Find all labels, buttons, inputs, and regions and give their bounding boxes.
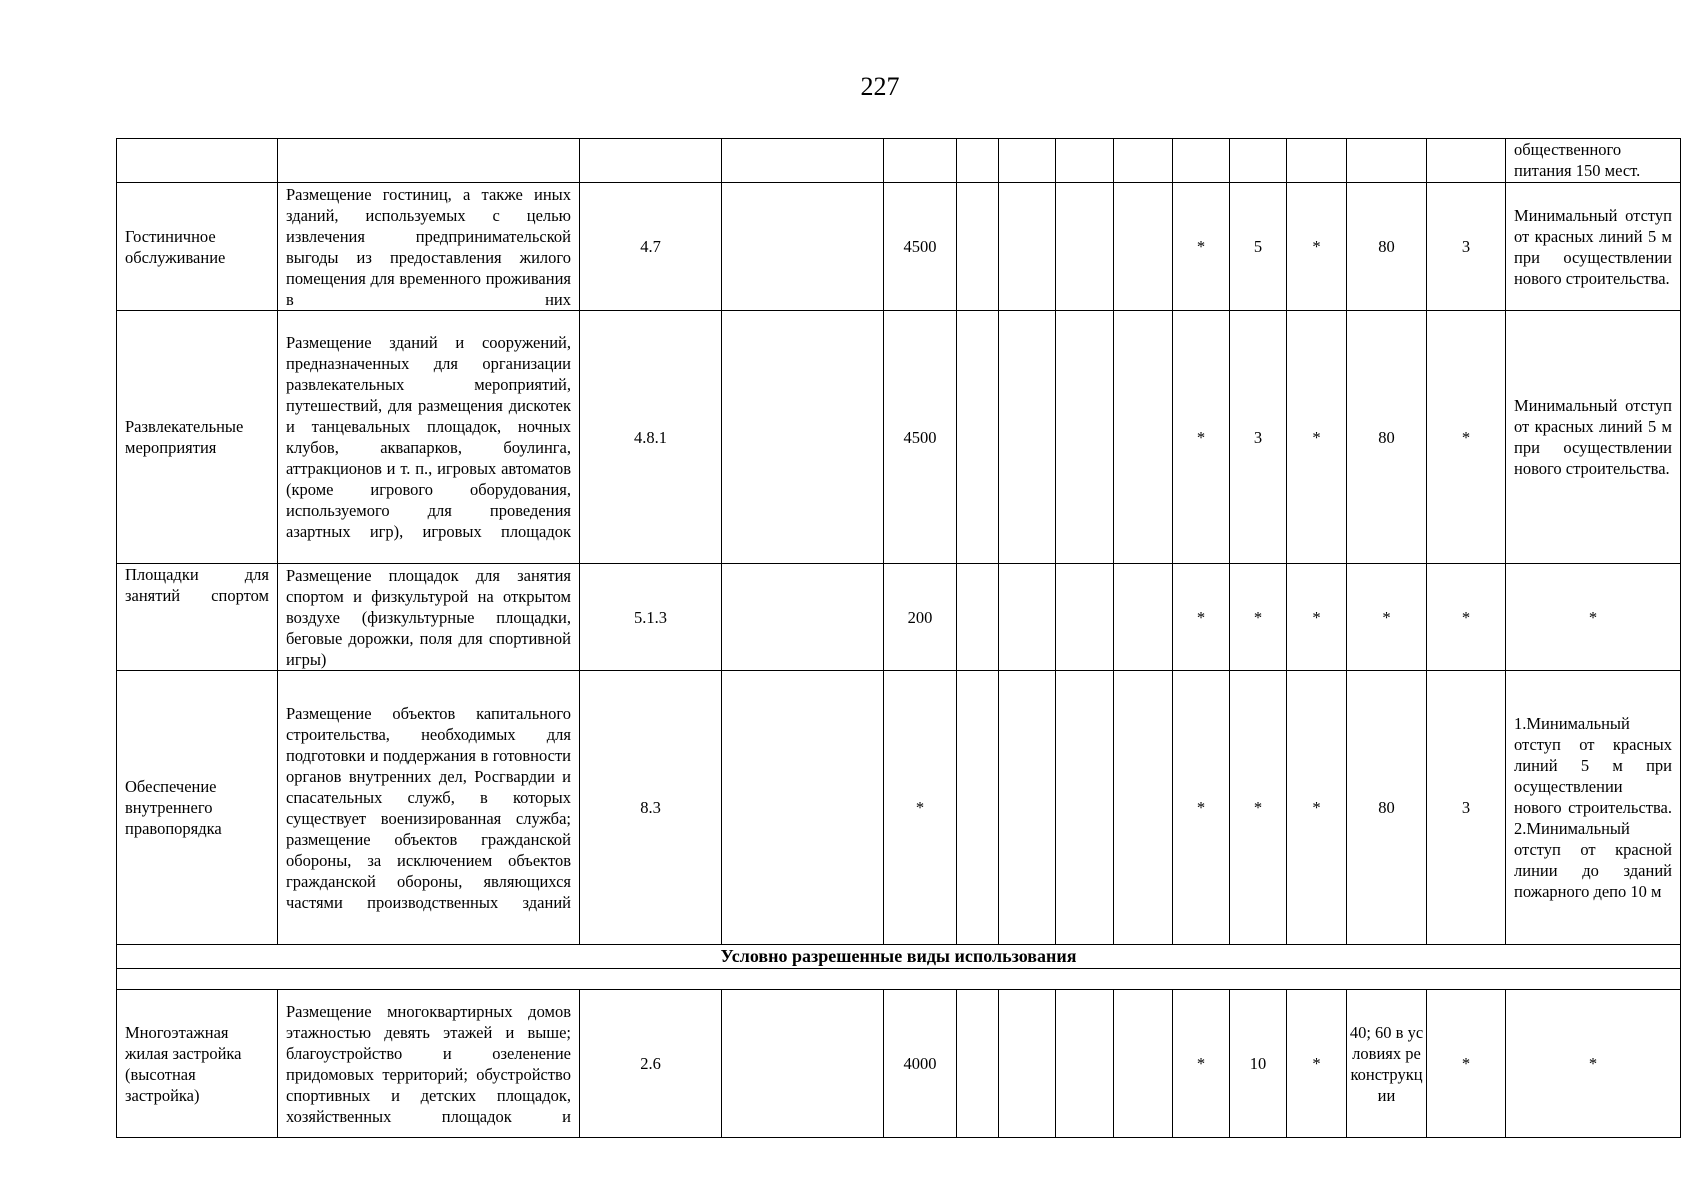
cell-c12: * xyxy=(1287,671,1347,945)
cell-c12: * xyxy=(1287,311,1347,564)
cell-c13: 80 xyxy=(1347,671,1427,945)
cell-area: 4500 xyxy=(884,183,957,311)
cell-c7 xyxy=(999,139,1056,183)
cell-area: 4500 xyxy=(884,311,957,564)
cell-area xyxy=(884,139,957,183)
cell-description: Размещение объектов капитального строительства, необходимых для подготовки и поддержания в готовности органов внутренних дел, Росгвардии и спасательных служб, в которых существует военизированная служба; размещение объектов гражданской обороны, за исключением объектов гражданской обороны, являющихся частями производственных зданий xyxy=(278,671,580,945)
cell-c11: * xyxy=(1230,671,1287,945)
cell-c6 xyxy=(957,139,999,183)
cell-col4 xyxy=(722,311,884,564)
cell-c9 xyxy=(1114,990,1173,1138)
cell-c6 xyxy=(957,311,999,564)
cell-c8 xyxy=(1056,671,1114,945)
cell-c10: * xyxy=(1173,990,1230,1138)
cell-description: Размещение зданий и сооружений, предназначенных для организации развлекательных мероприятий, путешествий, для размещения дискотек и танцевальных площадок, ночных клубов, аквапарков, боулинга, аттракционов и т. п., игровых автоматов (кроме игрового оборудования, используемого для проведения азартных игр), игровых площадок xyxy=(278,311,580,564)
cell-c13: * xyxy=(1347,564,1427,671)
cell-c13: 40; 60 в условиях реконструкции xyxy=(1347,990,1427,1138)
cell-c9 xyxy=(1114,139,1173,183)
cell-c14: * xyxy=(1427,311,1506,564)
cell-c10: * xyxy=(1173,671,1230,945)
cell-description xyxy=(278,139,580,183)
cell-c9 xyxy=(1114,671,1173,945)
cell-description: Размещение многоквартирных домов этажностью девять этажей и выше; благоустройство и озеленение придомовых территорий; обустройство спортивных и детских площадок, хозяйственных площадок и xyxy=(278,990,580,1138)
cell-c6 xyxy=(957,671,999,945)
cell-c12: * xyxy=(1287,564,1347,671)
cell-c12: * xyxy=(1287,990,1347,1138)
empty-cell xyxy=(117,969,1681,990)
table-row xyxy=(117,671,1681,945)
cell-c10: * xyxy=(1173,311,1230,564)
cell-name: Обеспечение внутреннего правопорядка xyxy=(117,671,278,945)
cell-area: 200 xyxy=(884,564,957,671)
cell-name: Гостиничное обслуживание xyxy=(117,183,278,311)
cell-col4 xyxy=(722,990,884,1138)
cell-area: 4000 xyxy=(884,990,957,1138)
cell-c7 xyxy=(999,183,1056,311)
cell-c8 xyxy=(1056,311,1114,564)
cell-c7 xyxy=(999,564,1056,671)
cell-c14: * xyxy=(1427,990,1506,1138)
cell-c9 xyxy=(1114,564,1173,671)
cell-c13: 80 xyxy=(1347,183,1427,311)
cell-code: 4.8.1 xyxy=(580,311,722,564)
cell-c14: * xyxy=(1427,564,1506,671)
cell-c11: 10 xyxy=(1230,990,1287,1138)
cell-notes: 1.Минимальный отступ от красных линий 5 м при осуществлении нового строительства. 2.Минимальный отступ от красной линии до зданий пожарного депо 10 м xyxy=(1506,671,1681,945)
cell-c13: 80 xyxy=(1347,311,1427,564)
cell-code: 5.1.3 xyxy=(580,564,722,671)
table-row xyxy=(117,139,1681,183)
section-title: Условно разрешенные виды использования xyxy=(117,945,1681,969)
cell-description: Размещение площадок для занятия спортом и физкультурой на открытом воздухе (физкультурные площадки, беговые дорожки, поля для спортивной игры) xyxy=(278,564,580,671)
cell-c10 xyxy=(1173,139,1230,183)
cell-c14: 3 xyxy=(1427,183,1506,311)
cell-c10: * xyxy=(1173,564,1230,671)
cell-c8 xyxy=(1056,183,1114,311)
cell-col4 xyxy=(722,183,884,311)
cell-c14 xyxy=(1427,139,1506,183)
page-number: 227 xyxy=(860,72,900,101)
regulations-table xyxy=(116,138,1681,1138)
cell-c8 xyxy=(1056,139,1114,183)
cell-notes: * xyxy=(1506,990,1681,1138)
cell-c6 xyxy=(957,564,999,671)
cell-description: Размещение гостиниц, а также иных зданий, используемых с целью извлечения предпринимательской выгоды из предоставления жилого помещения для временного проживания в них xyxy=(278,183,580,311)
cell-c7 xyxy=(999,311,1056,564)
cell-c11: 3 xyxy=(1230,311,1287,564)
cell-c9 xyxy=(1114,311,1173,564)
cell-c6 xyxy=(957,183,999,311)
cell-c8 xyxy=(1056,564,1114,671)
cell-c11: * xyxy=(1230,564,1287,671)
table-row xyxy=(117,990,1681,1138)
cell-code: 4.7 xyxy=(580,183,722,311)
cell-c6 xyxy=(957,990,999,1138)
cell-c12: * xyxy=(1287,183,1347,311)
cell-code: 8.3 xyxy=(580,671,722,945)
cell-c7 xyxy=(999,671,1056,945)
cell-name: Развлекательные мероприятия xyxy=(117,311,278,564)
cell-c13 xyxy=(1347,139,1427,183)
section-header-row xyxy=(117,945,1681,969)
cell-c8 xyxy=(1056,990,1114,1138)
cell-c9 xyxy=(1114,183,1173,311)
cell-name xyxy=(117,139,278,183)
cell-name: Многоэтажная жилая застройка (высотная застройка) xyxy=(117,990,278,1138)
cell-col4 xyxy=(722,139,884,183)
cell-c11 xyxy=(1230,139,1287,183)
table-row xyxy=(117,311,1681,564)
cell-c7 xyxy=(999,990,1056,1138)
cell-c10: * xyxy=(1173,183,1230,311)
cell-code: 2.6 xyxy=(580,990,722,1138)
cell-col4 xyxy=(722,564,884,671)
cell-area: * xyxy=(884,671,957,945)
table-row xyxy=(117,564,1681,671)
cell-name: Площадки для занятий спортом xyxy=(117,564,278,671)
cell-code xyxy=(580,139,722,183)
cell-c11: 5 xyxy=(1230,183,1287,311)
cell-c14: 3 xyxy=(1427,671,1506,945)
cell-notes: * xyxy=(1506,564,1681,671)
cell-notes: Минимальный отступ от красных линий 5 м при осуществлении нового строительства. xyxy=(1506,183,1681,311)
table-row xyxy=(117,183,1681,311)
spacer-row xyxy=(117,969,1681,990)
cell-col4 xyxy=(722,671,884,945)
cell-notes: общественного питания 150 мест. xyxy=(1506,139,1681,183)
cell-c12 xyxy=(1287,139,1347,183)
cell-notes: Минимальный отступ от красных линий 5 м при осуществлении нового строительства. xyxy=(1506,311,1681,564)
